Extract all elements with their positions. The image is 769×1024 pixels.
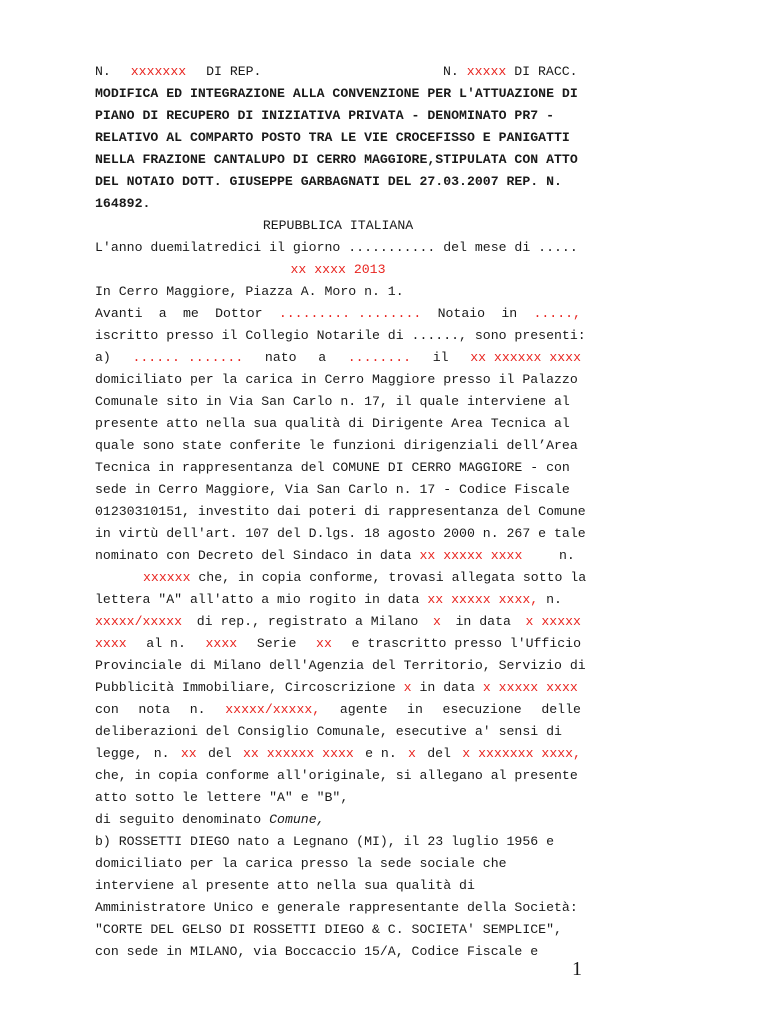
indent-rest: che, in copia conforme, trovasi allegata sotto la: [190, 570, 587, 585]
body-line: presente atto nella sua qualità di Dirigente Area Tecnica al: [95, 416, 570, 431]
party-a-birthdate: xx xxxxxx xxxx: [470, 350, 581, 365]
rep-number: xxxxxxx: [130, 64, 187, 79]
word: Avanti: [95, 306, 143, 321]
decree-prefix: nominato con Decreto del Sindaco in data: [95, 548, 412, 563]
party-a-name: ...... .......: [132, 350, 244, 365]
in-data: in data: [455, 614, 511, 629]
seguito-prefix: di seguito denominato: [95, 812, 262, 827]
body-line: con sede in MILANO, via Boccaccio 15/A, Codice Fiscale e: [95, 944, 539, 959]
word: nota: [138, 702, 171, 717]
body-line: deliberazioni del Consiglio Comunale, esecutive a' sensi di: [95, 724, 562, 739]
rep-racc-header: [95, 61, 581, 83]
circ-x: x: [403, 680, 412, 695]
word: il: [432, 350, 449, 365]
indent-line: [143, 567, 587, 589]
body-line: in virtù dell'art. 107 del D.lgs. 18 agosto 2000 n. 267 e tale: [95, 526, 586, 541]
body-line: sede in Cerro Maggiore, Via San Carlo n. 17 - Codice Fiscale: [95, 482, 570, 497]
word: esecuzione: [442, 702, 522, 717]
deed-date: xx xxxx 2013: [290, 262, 386, 277]
body-line: Comunale sito in Via San Carlo n. 17, il quale interviene al: [95, 394, 570, 409]
circ-prefix: Pubblicità Immobiliare, Circoscrizione: [95, 680, 396, 695]
body-line: quale sono state conferite le funzioni dirigenziali dell’Area: [95, 438, 578, 453]
word: n.: [189, 702, 206, 717]
serie-word: Serie: [256, 636, 297, 651]
word: me: [182, 306, 199, 321]
word: Notaio: [437, 306, 486, 321]
body-line: Tecnica in rappresentanza del COMUNE DI CERRO MAGGIORE - con: [95, 460, 570, 475]
notary-city: .....,: [533, 306, 581, 321]
page-number: 1: [572, 958, 582, 980]
nota-num: xxxxx/xxxxx,: [225, 702, 321, 717]
circ-line: [95, 677, 581, 699]
decree-date: xx xxxxx xxxx: [419, 548, 523, 563]
letter-a-n: n.: [546, 592, 562, 607]
title-line: MODIFICA ED INTEGRAZIONE ALLA CONVENZIONE PER L'ATTUAZIONE DI: [95, 86, 578, 101]
letter-a-date: xx xxxxx xxxx,: [427, 592, 539, 607]
notary-name: ......... ........: [278, 306, 422, 321]
word: con: [95, 702, 119, 717]
place-line: In Cerro Maggiore, Piazza A. Moro n. 1.: [95, 284, 404, 299]
word: nato: [264, 350, 297, 365]
delib-date-2: x xxxxxxx xxxx,: [462, 746, 581, 761]
title-line: RELATIVO AL COMPARTO POSTO TRA LE VIE CROCEFISSO E PANIGATTI: [95, 130, 570, 145]
body-line: domiciliato per la carica in Cerro Maggiore presso il Palazzo: [95, 372, 578, 387]
title-line: PIANO DI RECUPERO DI INIZIATIVA PRIVATA - DENOMINATO PR7 -: [95, 108, 554, 123]
rep-n-label: N.: [95, 64, 111, 79]
party-a-birthplace: ........: [347, 350, 412, 365]
word: in: [407, 702, 423, 717]
decree-line: [95, 545, 581, 567]
letter-a-prefix: lettera "A" all'atto a mio rogito in data: [95, 592, 420, 607]
word: agente: [339, 702, 388, 717]
seguito-name: Comune,: [269, 812, 325, 827]
seguito-line: [95, 809, 581, 831]
word: in: [501, 306, 518, 321]
serie-line: [95, 633, 581, 655]
body-line: Amministratore Unico e generale rappresentante della Società:: [95, 900, 578, 915]
word: del: [427, 746, 451, 761]
college-line: iscritto presso il Collegio Notarile di ......, sono presenti:: [95, 328, 586, 343]
letter-a-line: [95, 589, 581, 611]
notary-line: [95, 303, 581, 325]
word: legge,: [95, 746, 143, 761]
reg-num: xxxx: [205, 636, 238, 651]
title-line: DEL NOTAIO DOTT. GIUSEPPE GARBAGNATI DEL 27.03.2007 REP. N.: [95, 174, 562, 189]
al-n: al n.: [146, 636, 186, 651]
nota-line: [95, 699, 581, 721]
party-a-line: [95, 347, 581, 369]
decree-n: n.: [559, 548, 575, 563]
decree-number: xxxxxx: [143, 570, 191, 585]
body-line: atto sotto le lettere "A" e "B",: [95, 790, 349, 805]
racc-number: xxxxx: [466, 64, 507, 79]
body-line: 01230310151, investito dai poteri di rappresentanza del Comune: [95, 504, 586, 519]
registration-line: [95, 611, 581, 633]
word: delle: [541, 702, 581, 717]
word: Dottor: [215, 306, 263, 321]
title-line: NELLA FRAZIONE CANTALUPO DI CERRO MAGGIORE,STIPULATA CON ATTO: [95, 152, 578, 167]
racc-n-label: N.: [443, 64, 459, 79]
party-a-label: a): [95, 350, 111, 365]
body-line: che, in copia conforme all'originale, si allegano al presente: [95, 768, 578, 783]
rep-num: xxxxx/xxxxx: [95, 614, 183, 629]
body-line: domiciliato per la carica presso la sede sociale che: [95, 856, 507, 871]
year-line: L'anno duemilatredici il giorno ........... del mese di .....: [95, 240, 578, 255]
reg-x: x: [432, 614, 441, 629]
word: a: [158, 306, 167, 321]
reg-year: xxxx: [95, 636, 127, 651]
circ-date: x xxxxx xxxx: [482, 680, 578, 695]
reg-date: x xxxxx: [525, 614, 581, 629]
circ-in-data: in data: [419, 680, 475, 695]
word: a: [318, 350, 327, 365]
title-line: 164892.: [95, 196, 151, 211]
serie-val: xx: [316, 636, 332, 651]
word: n.: [153, 746, 170, 761]
legge-line: [95, 743, 581, 765]
word: del: [207, 746, 232, 761]
republic-heading: REPUBBLICA ITALIANA: [262, 218, 414, 233]
body-line: Provinciale di Milano dell'Agenzia del Territorio, Servizio di: [95, 658, 586, 673]
delib-date-1: xx xxxxxx xxxx: [243, 746, 354, 761]
rep-label: DI REP.: [206, 64, 262, 79]
racc-label: DI RACC.: [514, 64, 578, 79]
body-line: interviene al presente atto nella sua qualità di: [95, 878, 475, 893]
delib-num-1: xx: [180, 746, 197, 761]
rep-rest: di rep., registrato a Milano: [196, 614, 419, 629]
body-line: "CORTE DEL GELSO DI ROSSETTI DIEGO & C. SOCIETA' SEMPLICE",: [95, 922, 562, 937]
delib-num-2: x: [408, 746, 416, 761]
word: e n.: [365, 746, 397, 761]
trans-rest: e trascritto presso l'Ufficio: [351, 636, 581, 651]
body-line: b) ROSSETTI DIEGO nato a Legnano (MI), il 23 luglio 1956 e: [95, 834, 554, 849]
